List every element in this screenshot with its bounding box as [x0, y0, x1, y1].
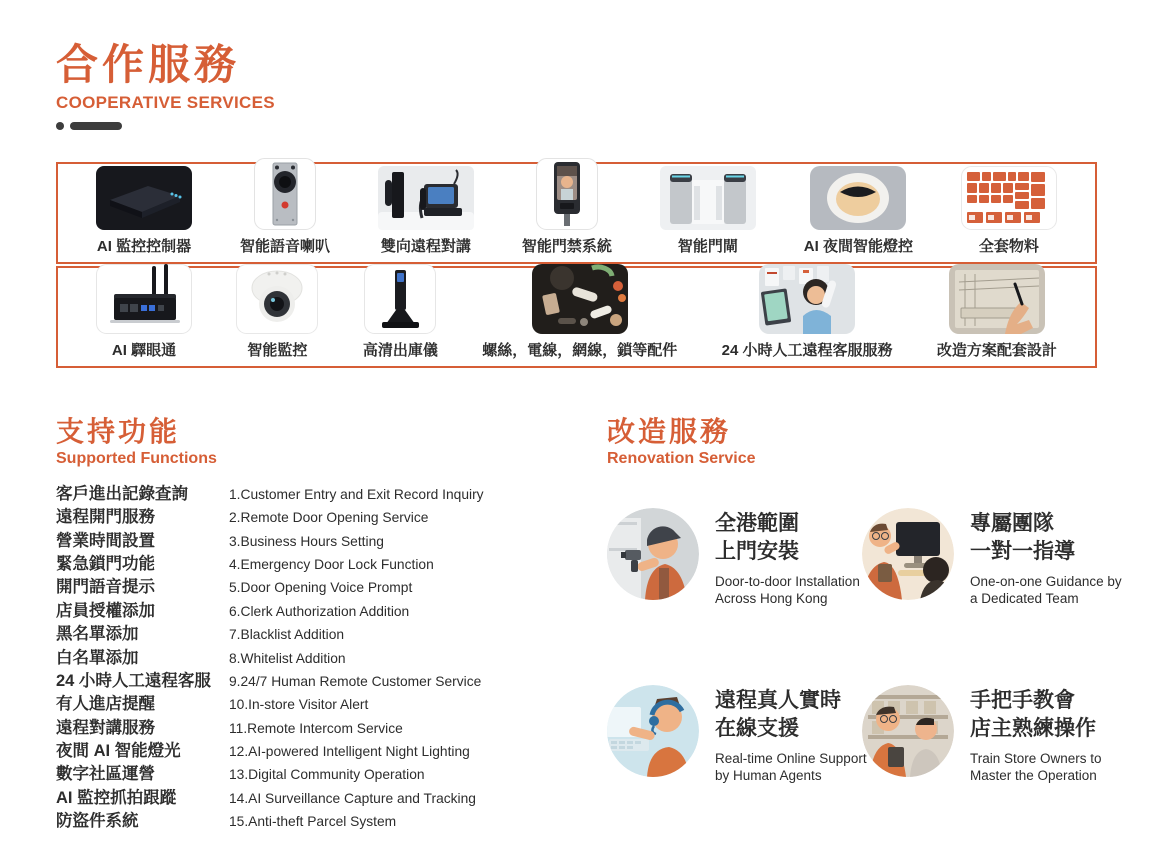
renovation-en-line2: by Human Agents — [715, 767, 822, 783]
product-tile — [961, 166, 1057, 262]
function-label-en: 5.Door Opening Voice Prompt — [229, 580, 413, 596]
accessories-image — [532, 264, 628, 334]
renovation-zh-line1: 專屬團隊 — [970, 511, 1054, 535]
function-label-en: 8.Whitelist Addition — [229, 650, 346, 666]
page-header — [56, 42, 275, 130]
renovation-zh-line2: 上門安裝 — [715, 539, 799, 563]
page-title: 合作服務 — [56, 41, 241, 88]
function-label-zh: 開門語音提示 — [56, 578, 155, 597]
function-row — [56, 597, 484, 620]
renovation-subtitle: Renovation Service — [607, 449, 756, 467]
renovation-card-text — [715, 508, 860, 607]
function-label-en: 7.Blacklist Addition — [229, 627, 345, 643]
function-label-en: 14.AI Surveillance Capture and Tracking — [229, 790, 476, 806]
product-tile — [363, 264, 438, 366]
products-row-1 — [56, 162, 1097, 264]
smart-speaker-image — [254, 158, 316, 230]
renovation-zh-line2: 店主熟練操作 — [970, 716, 1096, 740]
smart-gate-image — [660, 166, 756, 230]
installer-image — [607, 508, 699, 600]
function-label-zh: 店員授權添加 — [56, 601, 155, 620]
function-label-en: 3.Business Hours Setting — [229, 533, 384, 549]
product-tile — [804, 166, 913, 262]
materials-kit-image — [961, 166, 1057, 230]
function-label-zh: 黑名單添加 — [56, 625, 139, 644]
decor-bar — [70, 122, 122, 130]
products-row-2 — [56, 266, 1097, 368]
renovation-zh-line1: 全港範圍 — [715, 511, 799, 535]
page-subtitle: COOPERATIVE SERVICES — [56, 93, 275, 113]
product-label: 改造方案配套設計 — [936, 342, 1057, 359]
function-row — [56, 714, 484, 737]
renovation-zh-line1: 遠程真人實時 — [715, 688, 841, 712]
function-label-en: 12.AI-powered Intelligent Night Lighting — [229, 744, 470, 760]
decor-dot — [56, 122, 64, 130]
supported-functions-section — [56, 417, 484, 831]
product-label: AI 監控控制器 — [96, 238, 192, 255]
function-label-zh: 有人進店提醒 — [56, 695, 155, 714]
function-row — [56, 480, 484, 503]
function-row — [56, 760, 484, 783]
product-tile — [236, 264, 318, 366]
function-row — [56, 550, 484, 573]
renovation-en-line2: a Dedicated Team — [970, 590, 1079, 606]
renovation-card — [862, 685, 1117, 784]
renovation-card-text — [970, 685, 1102, 784]
product-tile — [660, 166, 756, 262]
product-tile — [240, 158, 330, 262]
product-tile — [522, 158, 612, 262]
renovation-zh-line1: 手把手教會 — [970, 688, 1075, 712]
online-support-image — [607, 685, 699, 777]
function-label-zh: 夜間 AI 智能燈光 — [56, 742, 181, 761]
product-tile — [722, 264, 893, 366]
product-label: 智能門閘 — [677, 238, 738, 255]
function-label-en: 4.Emergency Door Lock Function — [229, 556, 434, 572]
function-row — [56, 737, 484, 760]
renovation-card — [607, 685, 867, 784]
product-tile — [482, 264, 677, 366]
function-label-zh: 遠程開門服務 — [56, 508, 155, 527]
customer-service-image — [759, 264, 855, 334]
function-label-en: 2.Remote Door Opening Service — [229, 510, 429, 526]
function-label-en: 15.Anti-theft Parcel System — [229, 814, 397, 830]
functions-list — [56, 480, 484, 831]
renovation-en-line1: Train Store Owners to — [970, 750, 1102, 766]
function-label-zh: 客戶進出記錄查詢 — [56, 484, 188, 503]
function-label-zh: 24 小時人工遠程客服 — [56, 671, 211, 690]
function-label-en: 11.Remote Intercom Service — [229, 720, 403, 736]
dome-camera-image — [236, 264, 318, 334]
access-control-image — [536, 158, 598, 230]
product-label: 24 小時人工遠程客服服務 — [721, 342, 893, 359]
product-tile — [378, 166, 474, 262]
function-label-en: 1.Customer Entry and Exit Record Inquiry — [229, 486, 484, 502]
function-label-zh: 數字社區運營 — [56, 765, 155, 784]
renovation-card — [607, 508, 862, 607]
product-label: 高清出庫儀 — [362, 342, 438, 359]
renovation-en-line1: Real-time Online Support — [715, 750, 867, 766]
function-row — [56, 620, 484, 643]
renovation-en-line1: Door-to-door Installation — [715, 573, 860, 589]
renovation-title: 改造服務 — [607, 416, 732, 447]
hd-scanner-image — [364, 264, 436, 334]
function-label-zh: 營業時間設置 — [56, 531, 155, 550]
function-row — [56, 784, 484, 807]
ai-gateway-image — [96, 264, 192, 334]
function-row — [56, 667, 484, 690]
functions-title: 支持功能 — [56, 416, 181, 447]
design-plan-image — [949, 264, 1045, 334]
renovation-card-text — [715, 685, 867, 784]
product-label: 智能門禁系統 — [521, 238, 612, 255]
renovation-grid — [607, 508, 1122, 784]
product-tile — [96, 166, 192, 262]
function-label-zh: AI 監控抓拍跟蹤 — [56, 788, 177, 807]
renovation-card-text — [970, 508, 1122, 607]
function-row — [56, 573, 484, 596]
night-light-image — [810, 166, 906, 230]
renovation-zh-line2: 一對一指導 — [970, 539, 1075, 563]
function-label-en: 9.24/7 Human Remote Customer Service — [229, 673, 482, 689]
functions-subtitle: Supported Functions — [56, 449, 217, 467]
product-label: AI 驛眼通 — [111, 342, 177, 359]
product-tile — [937, 264, 1057, 366]
product-label: 雙向遠程對講 — [380, 238, 471, 255]
function-label-en: 6.Clerk Authorization Addition — [229, 603, 410, 619]
function-row — [56, 690, 484, 713]
two-way-intercom-image — [378, 166, 474, 230]
products-panel — [56, 162, 1097, 368]
function-row — [56, 807, 484, 830]
function-label-zh: 白名單添加 — [56, 648, 139, 667]
function-row — [56, 644, 484, 667]
product-label: 智能監控 — [247, 342, 308, 359]
product-label: 全套物料 — [978, 238, 1039, 255]
function-row — [56, 527, 484, 550]
product-label: 螺絲，電線，網線，鎖等配件 — [482, 342, 678, 359]
renovation-zh-line2: 在線支援 — [715, 716, 799, 740]
renovation-service-section — [607, 416, 1122, 784]
function-label-zh: 防盜件系統 — [56, 812, 139, 831]
function-label-zh: 緊急鎖門功能 — [56, 554, 155, 573]
renovation-en-line2: Across Hong Kong — [715, 590, 828, 606]
function-label-zh: 遠程對講服務 — [56, 718, 155, 737]
renovation-card — [862, 508, 1122, 607]
title-underline-decor — [56, 122, 275, 130]
function-label-en: 13.Digital Community Operation — [229, 767, 425, 783]
renovation-en-line2: Master the Operation — [970, 767, 1097, 783]
training-image — [862, 685, 954, 777]
ai-controller-image — [96, 166, 192, 230]
team-guidance-image — [862, 508, 954, 600]
product-label: 智能語音喇叭 — [239, 238, 330, 255]
function-row — [56, 503, 484, 526]
product-tile — [96, 264, 192, 366]
renovation-en-line1: One-on-one Guidance by — [970, 573, 1122, 589]
product-label: AI 夜間智能燈控 — [803, 238, 913, 255]
function-label-en: 10.In-store Visitor Alert — [229, 697, 369, 713]
